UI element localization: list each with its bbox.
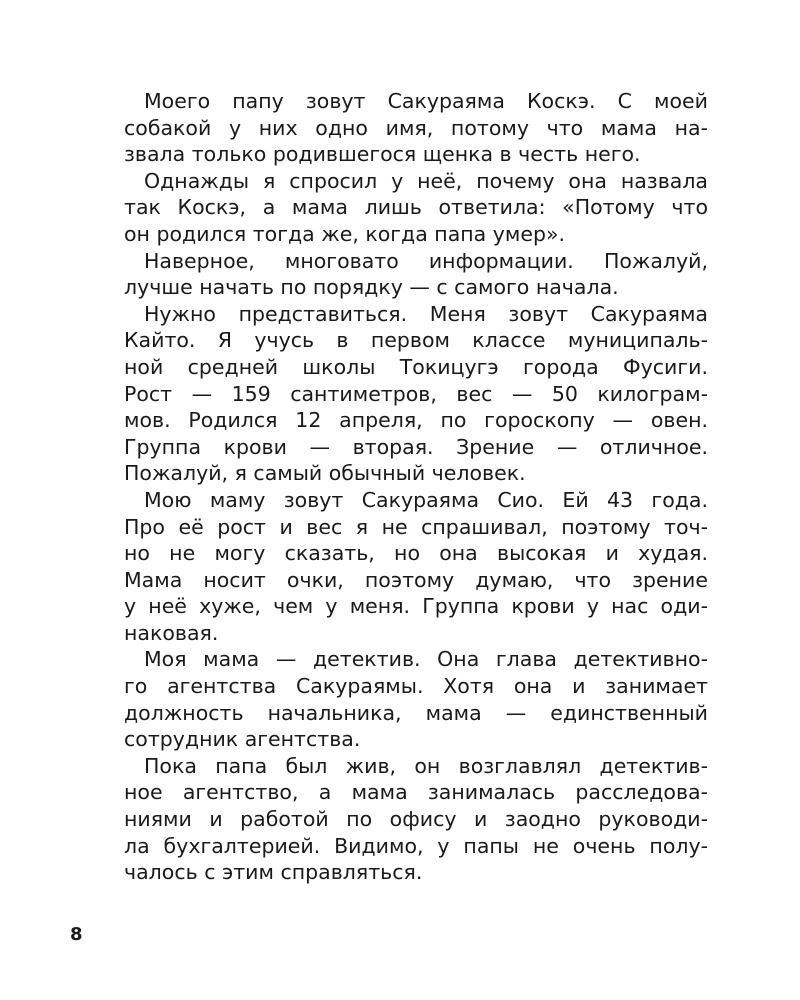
text-line: го агентства Сакураямы. Хотя она и занимает: [124, 674, 708, 699]
text-line: он родился тогда же, когда папа умер».: [124, 221, 566, 246]
text-line: Моего папу зовут Сакураяма Коскэ. С моей: [144, 89, 708, 113]
text-line: чалось с этим справляться.: [124, 860, 423, 885]
text-line: Группа крови — вторая. Зрение — отличное.: [124, 434, 708, 459]
text-line: сотрудник агентства.: [124, 727, 361, 752]
text-line: Моя мама — детектив. Она глава детективно-: [144, 647, 708, 672]
text-line: Однажды я спросил у неё, почему она назвала: [144, 168, 708, 193]
text-line: наковая.: [124, 620, 219, 645]
text-line: Кайто. Я учусь в первом классе муниципаль-: [124, 328, 708, 353]
text-line: звала только родившегося щенка в честь него.: [124, 142, 641, 167]
text-line: Рост — 159 сантиметров, вес — 50 килограм-: [124, 381, 708, 406]
text-line: собакой у них одно имя, потому что мама на-: [124, 115, 708, 140]
text-line: мов. Родился 12 апреля, по гороскопу — овен.: [124, 408, 708, 433]
text-line: Мама носит очки, поэтому думаю, что зрение: [124, 567, 708, 592]
text-line: Пожалуй, я самый обычный человек.: [124, 461, 526, 486]
text-line: лучше начать по порядку — с самого начала.: [124, 275, 619, 300]
text-line: ла бухгалтерией. Видимо, у папы не очень полу-: [124, 833, 708, 858]
text-line: Мою маму зовут Сакураяма Сио. Ей 43 года.: [144, 487, 708, 512]
text-line: так Коскэ, а мама лишь ответила: «Потому что: [124, 195, 708, 220]
text-line: Нужно представиться. Меня зовут Сакураяма: [144, 301, 708, 326]
body-text: [124, 88, 708, 886]
text-line: у неё хуже, чем у меня. Группа крови у нас оди-: [124, 594, 708, 619]
text-line: должность начальника, мама — единственный: [124, 700, 708, 725]
text-line: ной средней школы Токицугэ города Фусиги.: [124, 354, 708, 379]
text-line: но не могу сказать, но она высокая и худая.: [124, 541, 708, 566]
text-line: Пока папа был жив, он возглавлял детектив-: [144, 753, 708, 778]
text-line: ное агентство, а мама занималась расследова-: [124, 780, 708, 805]
text-line: Наверное, многовато информации. Пожалуй,: [144, 248, 708, 273]
page-number: 8: [70, 924, 83, 945]
text-line: ниями и работой по офису и заодно руководи-: [124, 807, 708, 832]
text-line: Про её рост и вес я не спрашивал, поэтому точ-: [124, 514, 708, 539]
